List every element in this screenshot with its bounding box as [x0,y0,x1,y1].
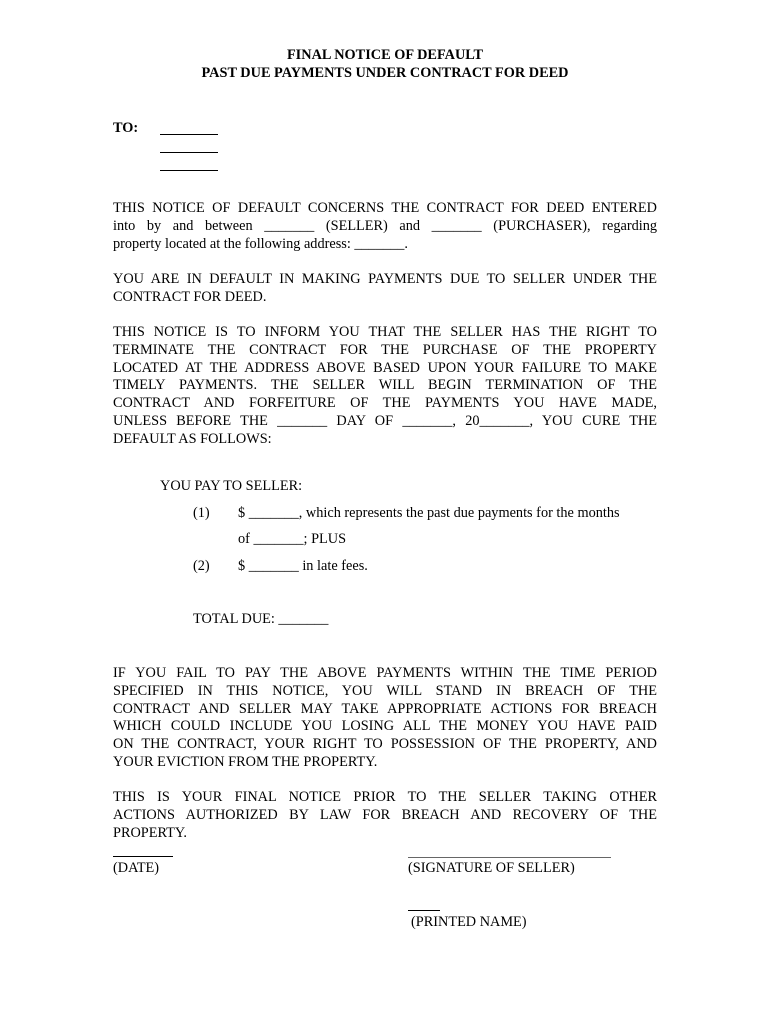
paragraph-line: YOU ARE IN DEFAULT IN MAKING PAYMENTS DUE TO SELLER UNDER THE [113,271,657,287]
paragraph-line: IF YOU FAIL TO PAY THE ABOVE PAYMENTS WITHIN THE TIME PERIOD [113,665,657,681]
paragraph-line: WHICH COULD INCLUDE YOU LOSING ALL THE MONEY YOU HAVE PAID [113,718,657,735]
to-line-3 [160,155,218,171]
printed-name-line [408,896,440,911]
payment-header: YOU PAY TO SELLER: [160,478,303,494]
total-due: TOTAL DUE: _______ [193,611,329,627]
date-signature-line [113,842,173,857]
paragraph-line: TIMELY PAYMENTS. THE SELLER WILL BEGIN TERMINATION OF THE [113,377,657,394]
paragraph-line: CONTRACT AND SELLER MAY TAKE APPROPRIATE ACTIONS FOR BREACH [113,700,657,717]
paragraph-termination-rights [113,324,657,449]
seller-signature-line [408,857,611,858]
paragraph-breach-consequences [113,665,657,772]
paragraph-line: YOUR EVICTION FROM THE PROPERTY. [113,753,378,770]
paragraph-line: THIS NOTICE IS TO INFORM YOU THAT THE SELLER HAS THE RIGHT TO [113,324,657,340]
payment-item-1-text: $ _______, which represents the past due payments for the months [238,505,620,521]
paragraph-default-statement [113,271,657,307]
printed-name-label: (PRINTED NAME) [411,914,527,930]
paragraph-line: property located at the following address: _______. [113,235,408,252]
paragraph-line: DEFAULT AS FOLLOWS: [113,430,272,447]
payment-item-1-continuation: of _______; PLUS [238,531,347,547]
paragraph-line: THIS IS YOUR FINAL NOTICE PRIOR TO THE SELLER TAKING OTHER [113,789,657,805]
to-line-1 [160,119,218,135]
paragraph-line: into by and between _______ (SELLER) and _______ (PURCHASER), regarding [113,217,657,234]
to-line-2 [160,137,218,153]
paragraph-line: ACTIONS AUTHORIZED BY LAW FOR BREACH AND RECOVERY OF THE [113,806,657,823]
paragraph-line: TERMINATE THE CONTRACT FOR THE PURCHASE OF THE PROPERTY [113,341,657,358]
paragraph-line: THIS NOTICE OF DEFAULT CONCERNS THE CONTRACT FOR DEED ENTERED [113,200,657,216]
seller-signature-label: (SIGNATURE OF SELLER) [408,860,575,876]
paragraph-line: CONTRACT AND FORFEITURE OF THE PAYMENTS YOU HAVE MADE, [113,395,657,412]
paragraph-final-notice [113,789,657,842]
paragraph-line: LOCATED AT THE ADDRESS ABOVE BASED UPON YOUR FAILURE TO MAKE [113,359,657,376]
paragraph-line: SPECIFIED IN THIS NOTICE, YOU WILL STAND IN BREACH OF THE [113,682,657,699]
document-title-line1: FINAL NOTICE OF DEFAULT [286,47,484,63]
document-title-line2: PAST DUE PAYMENTS UNDER CONTRACT FOR DEED [201,65,569,81]
paragraph-line: CONTRACT FOR DEED. [113,288,267,305]
paragraph-line: ON THE CONTRACT, YOUR RIGHT TO POSSESSION OF THE PROPERTY, AND [113,736,657,753]
to-label: TO: [113,120,139,136]
paragraph-line: PROPERTY. [113,824,187,841]
date-label: (DATE) [113,860,160,876]
payment-item-2-text: $ _______ in late fees. [238,558,368,574]
paragraph-contract-intro [113,200,657,253]
payment-item-1-number: (1) [193,505,210,521]
payment-item-2-number: (2) [193,558,210,574]
paragraph-line: UNLESS BEFORE THE _______ DAY OF _______, 20_______, YOU CURE THE [113,412,657,429]
